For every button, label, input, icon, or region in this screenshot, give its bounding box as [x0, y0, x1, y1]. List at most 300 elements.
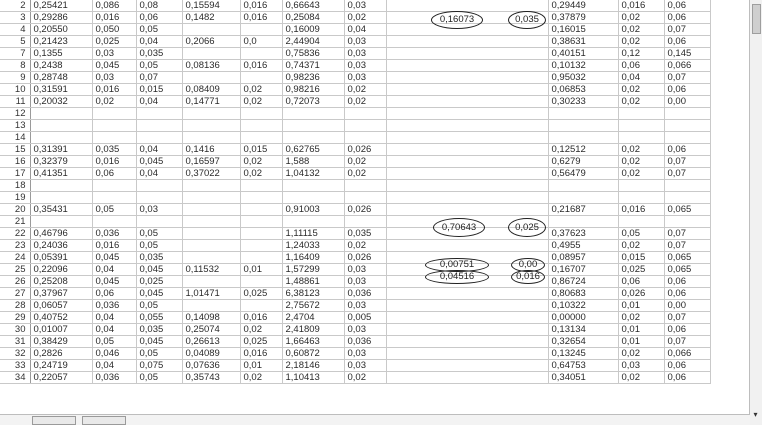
cell[interactable]: [344, 192, 386, 204]
cell[interactable]: [386, 240, 548, 252]
cell[interactable]: [30, 120, 92, 132]
cell[interactable]: 0,01: [240, 264, 282, 276]
cell[interactable]: 0,016: [618, 204, 664, 216]
cell[interactable]: 0,04: [136, 144, 182, 156]
cell[interactable]: 0,035: [344, 228, 386, 240]
cell[interactable]: 0,4955: [548, 240, 618, 252]
cell[interactable]: [92, 120, 136, 132]
cell[interactable]: [240, 252, 282, 264]
cell[interactable]: [386, 132, 548, 144]
cell[interactable]: 0,045: [136, 288, 182, 300]
cell[interactable]: 0,02: [618, 12, 664, 24]
cell[interactable]: 0,25421: [30, 0, 92, 12]
cell[interactable]: 0,045: [136, 264, 182, 276]
cell[interactable]: [182, 24, 240, 36]
cell[interactable]: [182, 72, 240, 84]
row-number[interactable]: 24: [0, 252, 30, 264]
cell[interactable]: 0,04: [136, 96, 182, 108]
cell[interactable]: 0,07: [664, 336, 710, 348]
cell[interactable]: 0,075: [136, 360, 182, 372]
cell[interactable]: [386, 168, 548, 180]
cell[interactable]: [182, 132, 240, 144]
cell[interactable]: [386, 360, 548, 372]
cell[interactable]: [548, 120, 618, 132]
cell[interactable]: [386, 348, 548, 360]
cell[interactable]: 0,07: [664, 72, 710, 84]
cell[interactable]: 0,03: [344, 72, 386, 84]
cell[interactable]: 0,22057: [30, 372, 92, 384]
cell[interactable]: [240, 48, 282, 60]
cell[interactable]: 0,16015: [548, 24, 618, 36]
cell[interactable]: 0,036: [92, 228, 136, 240]
cell[interactable]: [386, 96, 548, 108]
cell[interactable]: 0,02: [618, 36, 664, 48]
cell[interactable]: 0,03: [344, 48, 386, 60]
cell[interactable]: [664, 132, 710, 144]
cell[interactable]: 0,026: [344, 252, 386, 264]
row-number[interactable]: 31: [0, 336, 30, 348]
cell[interactable]: [240, 300, 282, 312]
cell[interactable]: 0,03: [344, 348, 386, 360]
cell[interactable]: [282, 216, 344, 228]
cell[interactable]: 0,37623: [548, 228, 618, 240]
cell[interactable]: 0,06: [664, 12, 710, 24]
cell[interactable]: 0,10322: [548, 300, 618, 312]
cell[interactable]: 0,02: [344, 240, 386, 252]
cell[interactable]: 0,1482: [182, 12, 240, 24]
row-number[interactable]: 14: [0, 132, 30, 144]
cell[interactable]: 0,016: [240, 348, 282, 360]
cell[interactable]: [386, 204, 548, 216]
cell[interactable]: [664, 120, 710, 132]
cell[interactable]: 0,80683: [548, 288, 618, 300]
cell[interactable]: [386, 120, 548, 132]
cell[interactable]: 0,036: [344, 336, 386, 348]
cell[interactable]: 0,02: [344, 96, 386, 108]
row-number[interactable]: 7: [0, 48, 30, 60]
cell[interactable]: [240, 180, 282, 192]
cell[interactable]: [548, 132, 618, 144]
cell[interactable]: 0,2826: [30, 348, 92, 360]
cell[interactable]: 0,12: [618, 48, 664, 60]
cell[interactable]: [92, 108, 136, 120]
cell[interactable]: [386, 144, 548, 156]
cell[interactable]: [386, 156, 548, 168]
cell[interactable]: [548, 108, 618, 120]
cell[interactable]: 0,07: [664, 168, 710, 180]
cell[interactable]: [386, 372, 548, 384]
cell[interactable]: 2,41809: [282, 324, 344, 336]
cell[interactable]: 0,91003: [282, 204, 344, 216]
cell[interactable]: 0,02: [240, 96, 282, 108]
cell[interactable]: 0,35431: [30, 204, 92, 216]
cell[interactable]: 0,02: [618, 24, 664, 36]
cell[interactable]: 0,145: [664, 48, 710, 60]
cell[interactable]: 0,026: [618, 288, 664, 300]
cell[interactable]: [92, 132, 136, 144]
cell[interactable]: 0,05: [136, 372, 182, 384]
cell[interactable]: 0,24036: [30, 240, 92, 252]
cell[interactable]: 0,045: [92, 60, 136, 72]
cell[interactable]: [182, 192, 240, 204]
cell[interactable]: 0,24719: [30, 360, 92, 372]
cell[interactable]: 0,05: [136, 60, 182, 72]
cell[interactable]: 0,1355: [30, 48, 92, 60]
cell[interactable]: 0,05: [136, 348, 182, 360]
cell[interactable]: [240, 228, 282, 240]
cell[interactable]: [664, 192, 710, 204]
cell[interactable]: 0,065: [664, 252, 710, 264]
cell[interactable]: 0,29449: [548, 0, 618, 12]
cell[interactable]: 0,02: [344, 12, 386, 24]
cell[interactable]: 0,31391: [30, 144, 92, 156]
cell[interactable]: [618, 216, 664, 228]
row-number[interactable]: 30: [0, 324, 30, 336]
cell[interactable]: 0,016: [240, 60, 282, 72]
cell[interactable]: 1,66463: [282, 336, 344, 348]
cell[interactable]: 0,16707: [548, 264, 618, 276]
row-number[interactable]: 9: [0, 72, 30, 84]
cell[interactable]: [182, 216, 240, 228]
row-number[interactable]: 33: [0, 360, 30, 372]
cell[interactable]: 0,46796: [30, 228, 92, 240]
cell[interactable]: 0,35743: [182, 372, 240, 384]
cell[interactable]: 0,01: [618, 324, 664, 336]
cell[interactable]: 0,74371: [282, 60, 344, 72]
row-number[interactable]: 5: [0, 36, 30, 48]
cell[interactable]: 0,045: [136, 336, 182, 348]
cell[interactable]: [240, 72, 282, 84]
cell[interactable]: 0,065: [664, 204, 710, 216]
cell[interactable]: 0,05: [136, 240, 182, 252]
cell[interactable]: 0,29286: [30, 12, 92, 24]
cell[interactable]: 0,05: [92, 336, 136, 348]
cell[interactable]: 1,10413: [282, 372, 344, 384]
cell[interactable]: [182, 108, 240, 120]
cell[interactable]: 2,4704: [282, 312, 344, 324]
row-number[interactable]: 28: [0, 300, 30, 312]
cell[interactable]: 0,005: [344, 312, 386, 324]
cell[interactable]: 0,016: [240, 0, 282, 12]
cell[interactable]: 0,56479: [548, 168, 618, 180]
cell[interactable]: 0,31591: [30, 84, 92, 96]
cell[interactable]: 0,06: [664, 276, 710, 288]
cell[interactable]: 0,06: [92, 168, 136, 180]
cell[interactable]: 0,015: [240, 144, 282, 156]
cell[interactable]: [282, 192, 344, 204]
cell[interactable]: 0,07: [664, 312, 710, 324]
cell[interactable]: 0,016: [92, 156, 136, 168]
row-number[interactable]: 17: [0, 168, 30, 180]
cell[interactable]: 0,02: [344, 84, 386, 96]
cell[interactable]: 0,02: [618, 240, 664, 252]
cell[interactable]: 0,22096: [30, 264, 92, 276]
cell[interactable]: 0,06: [618, 276, 664, 288]
cell[interactable]: [240, 132, 282, 144]
cell[interactable]: 0,60872: [282, 348, 344, 360]
cell[interactable]: 1,16409: [282, 252, 344, 264]
cell[interactable]: 0,016: [240, 12, 282, 24]
cell[interactable]: 0,03: [344, 276, 386, 288]
cell[interactable]: 0,37879: [548, 12, 618, 24]
cell[interactable]: 0,036: [92, 372, 136, 384]
cell[interactable]: [240, 24, 282, 36]
cell[interactable]: 2,18146: [282, 360, 344, 372]
cell[interactable]: 0,00: [664, 300, 710, 312]
cell[interactable]: [182, 180, 240, 192]
cell[interactable]: 0,015: [618, 252, 664, 264]
vertical-scrollbar[interactable]: [749, 0, 762, 425]
cell[interactable]: 0,07: [664, 24, 710, 36]
cell[interactable]: [282, 180, 344, 192]
cell[interactable]: 0,10132: [548, 60, 618, 72]
cell[interactable]: 0,065: [664, 264, 710, 276]
cell[interactable]: 0,04: [618, 72, 664, 84]
cell[interactable]: 0,02: [344, 168, 386, 180]
cell[interactable]: 2,75672: [282, 300, 344, 312]
cell[interactable]: 0,03: [344, 300, 386, 312]
row-number[interactable]: 3: [0, 12, 30, 24]
row-number[interactable]: 2: [0, 0, 30, 12]
cell[interactable]: 0,015: [136, 84, 182, 96]
cell[interactable]: [182, 252, 240, 264]
cell[interactable]: [386, 180, 548, 192]
row-number[interactable]: 20: [0, 204, 30, 216]
cell[interactable]: 0,38631: [548, 36, 618, 48]
cell[interactable]: 0,02: [618, 156, 664, 168]
cell[interactable]: [182, 228, 240, 240]
cell[interactable]: 0,01: [618, 300, 664, 312]
cell[interactable]: 0,03: [344, 360, 386, 372]
cell[interactable]: 0,086: [92, 0, 136, 12]
cell[interactable]: 0,16597: [182, 156, 240, 168]
row-number[interactable]: 18: [0, 180, 30, 192]
cell[interactable]: [664, 216, 710, 228]
cell[interactable]: 0,04: [92, 324, 136, 336]
cell[interactable]: 0,62765: [282, 144, 344, 156]
cell[interactable]: [386, 108, 548, 120]
cell[interactable]: 0,026: [344, 144, 386, 156]
cell[interactable]: [240, 216, 282, 228]
cell[interactable]: 0,035: [136, 324, 182, 336]
cell[interactable]: 0,05: [92, 204, 136, 216]
cell[interactable]: 0,04: [136, 168, 182, 180]
cell[interactable]: [344, 180, 386, 192]
row-number[interactable]: 8: [0, 60, 30, 72]
cell[interactable]: [240, 192, 282, 204]
cell[interactable]: 1,04132: [282, 168, 344, 180]
cell[interactable]: [136, 192, 182, 204]
cell[interactable]: 0,06: [618, 60, 664, 72]
cell[interactable]: 0,016: [92, 240, 136, 252]
cell[interactable]: 0,06: [664, 36, 710, 48]
cell[interactable]: 0,13245: [548, 348, 618, 360]
cell[interactable]: 0,75836: [282, 48, 344, 60]
cell[interactable]: 0,08957: [548, 252, 618, 264]
cell[interactable]: 0,02: [618, 84, 664, 96]
cell[interactable]: 0,26613: [182, 336, 240, 348]
row-number[interactable]: 34: [0, 372, 30, 384]
cell[interactable]: 0,02: [92, 96, 136, 108]
cell[interactable]: [344, 120, 386, 132]
cell[interactable]: 0,03: [344, 0, 386, 12]
cell[interactable]: 0,016: [92, 84, 136, 96]
cell[interactable]: 0,01: [618, 336, 664, 348]
cell[interactable]: 0,03: [136, 204, 182, 216]
cell[interactable]: [344, 216, 386, 228]
cell[interactable]: [182, 48, 240, 60]
cell[interactable]: 0,016: [240, 312, 282, 324]
cell[interactable]: 0,02: [240, 168, 282, 180]
row-number[interactable]: 26: [0, 276, 30, 288]
row-number[interactable]: 16: [0, 156, 30, 168]
cell[interactable]: [182, 300, 240, 312]
cell[interactable]: 1,24033: [282, 240, 344, 252]
cell[interactable]: [30, 180, 92, 192]
cell[interactable]: [386, 312, 548, 324]
cell[interactable]: [30, 216, 92, 228]
cell[interactable]: [240, 120, 282, 132]
cell[interactable]: 0,2066: [182, 36, 240, 48]
cell[interactable]: [664, 180, 710, 192]
cell[interactable]: 0,20550: [30, 24, 92, 36]
cell[interactable]: 0,06: [664, 360, 710, 372]
cell[interactable]: 0,66643: [282, 0, 344, 12]
cell[interactable]: 0,32379: [30, 156, 92, 168]
cell[interactable]: [136, 132, 182, 144]
cell[interactable]: 0,25208: [30, 276, 92, 288]
cell[interactable]: [386, 36, 548, 48]
cell[interactable]: [548, 180, 618, 192]
row-number[interactable]: 11: [0, 96, 30, 108]
cell[interactable]: 0,15594: [182, 0, 240, 12]
cell[interactable]: 1,11115: [282, 228, 344, 240]
row-number[interactable]: 12: [0, 108, 30, 120]
cell[interactable]: 0,035: [136, 252, 182, 264]
row-number[interactable]: 23: [0, 240, 30, 252]
cell[interactable]: [240, 204, 282, 216]
horizontal-scrollbar[interactable]: [0, 414, 750, 425]
cell[interactable]: [548, 192, 618, 204]
cell[interactable]: 0,6279: [548, 156, 618, 168]
cell[interactable]: [240, 108, 282, 120]
cell[interactable]: [386, 288, 548, 300]
cell[interactable]: 0,06: [664, 372, 710, 384]
cell[interactable]: 0,00000: [548, 312, 618, 324]
cell[interactable]: 0,03: [344, 324, 386, 336]
cell[interactable]: 0,05: [618, 228, 664, 240]
row-number[interactable]: 29: [0, 312, 30, 324]
cell[interactable]: [182, 204, 240, 216]
cell[interactable]: 0,025: [240, 288, 282, 300]
sheet-tab[interactable]: [32, 416, 76, 425]
cell[interactable]: 0,07: [664, 240, 710, 252]
cell[interactable]: [30, 192, 92, 204]
cell[interactable]: 0,03: [344, 264, 386, 276]
scroll-down-arrow-icon[interactable]: ▾: [753, 410, 758, 419]
cell[interactable]: 0,02: [618, 96, 664, 108]
cell[interactable]: [664, 108, 710, 120]
cell[interactable]: 0,050: [92, 24, 136, 36]
cell[interactable]: 0,14098: [182, 312, 240, 324]
cell[interactable]: 0,05: [136, 228, 182, 240]
cell[interactable]: 0,03: [344, 60, 386, 72]
cell[interactable]: [240, 276, 282, 288]
cell[interactable]: 0,41351: [30, 168, 92, 180]
cell[interactable]: 0,05: [136, 24, 182, 36]
cell[interactable]: 0,30233: [548, 96, 618, 108]
cell[interactable]: 0,25084: [282, 12, 344, 24]
cell[interactable]: [240, 240, 282, 252]
cell[interactable]: 0,40151: [548, 48, 618, 60]
cell[interactable]: 0,07636: [182, 360, 240, 372]
cell[interactable]: 0,00: [664, 96, 710, 108]
cell[interactable]: 0,03: [344, 36, 386, 48]
cell[interactable]: [618, 132, 664, 144]
cell[interactable]: [136, 108, 182, 120]
cell[interactable]: 0,86724: [548, 276, 618, 288]
cell[interactable]: 0,37022: [182, 168, 240, 180]
cell[interactable]: 0,95032: [548, 72, 618, 84]
cell[interactable]: 0,04: [92, 312, 136, 324]
cell[interactable]: 0,02: [240, 324, 282, 336]
row-number[interactable]: 27: [0, 288, 30, 300]
cell[interactable]: 0,06: [92, 288, 136, 300]
cell[interactable]: [282, 132, 344, 144]
cell[interactable]: 0,98216: [282, 84, 344, 96]
cell[interactable]: [92, 180, 136, 192]
cell[interactable]: 0,036: [344, 288, 386, 300]
cell[interactable]: 0,02: [240, 84, 282, 96]
row-number[interactable]: 19: [0, 192, 30, 204]
cell[interactable]: [136, 180, 182, 192]
cell[interactable]: 0,02: [618, 312, 664, 324]
cell[interactable]: 0,06057: [30, 300, 92, 312]
cell[interactable]: 0,025: [136, 276, 182, 288]
cell[interactable]: 0,05391: [30, 252, 92, 264]
cell[interactable]: 1,57299: [282, 264, 344, 276]
cell[interactable]: 0,07: [664, 156, 710, 168]
row-number[interactable]: 13: [0, 120, 30, 132]
cell[interactable]: 0,16009: [282, 24, 344, 36]
cell[interactable]: 1,48861: [282, 276, 344, 288]
row-number[interactable]: 21: [0, 216, 30, 228]
cell[interactable]: 1,01471: [182, 288, 240, 300]
cell[interactable]: 0,34051: [548, 372, 618, 384]
cell[interactable]: 0,13134: [548, 324, 618, 336]
cell[interactable]: 0,04089: [182, 348, 240, 360]
row-number[interactable]: 22: [0, 228, 30, 240]
cell[interactable]: 0,08136: [182, 60, 240, 72]
cell[interactable]: 6,38123: [282, 288, 344, 300]
cell[interactable]: [618, 180, 664, 192]
cell[interactable]: [344, 132, 386, 144]
cell[interactable]: [386, 324, 548, 336]
cell[interactable]: 0,035: [92, 144, 136, 156]
cell[interactable]: 0,026: [344, 204, 386, 216]
cell[interactable]: 0,045: [92, 252, 136, 264]
cell[interactable]: 0,07: [136, 72, 182, 84]
row-number[interactable]: 10: [0, 84, 30, 96]
cell[interactable]: 0,02: [240, 156, 282, 168]
cell[interactable]: 0,04: [344, 24, 386, 36]
cell[interactable]: 0,02: [618, 372, 664, 384]
cell[interactable]: 0,016: [92, 12, 136, 24]
sheet-tab[interactable]: [82, 416, 126, 425]
cell[interactable]: 0,06: [664, 84, 710, 96]
cell[interactable]: 0,02: [618, 144, 664, 156]
cell[interactable]: 0,20032: [30, 96, 92, 108]
